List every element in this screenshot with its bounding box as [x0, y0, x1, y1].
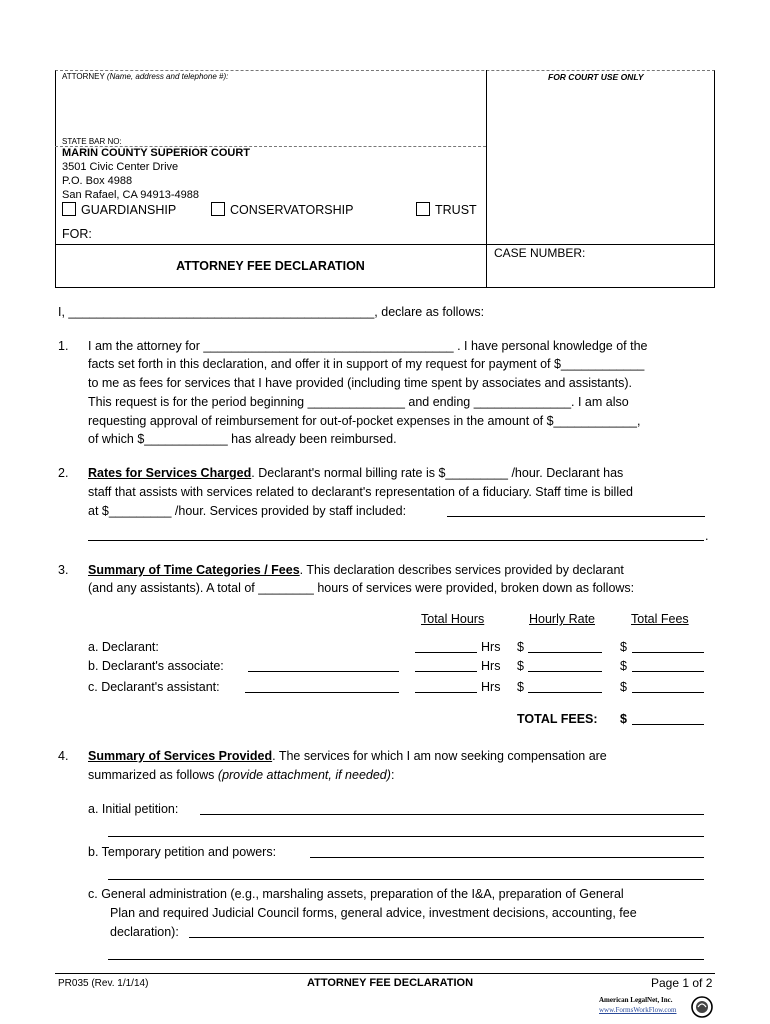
associate-hours-field[interactable] — [415, 671, 477, 672]
s3-number: 3. — [58, 563, 69, 577]
s4-line-2: summarized as follows (provide attachment, if needed): — [88, 768, 395, 782]
s1-line-4: This request is for the period beginning ______________ and ending ______________. I am also — [88, 395, 629, 409]
s3-line-2: (and any assistants). A total of ________ hours of services were provided, broken down as follows: — [88, 581, 635, 595]
conservatorship-option[interactable]: CONSERVATORSHIP — [211, 201, 353, 220]
court-address-2: P.O. Box 4988 — [62, 175, 133, 187]
court-address-1: 3501 Civic Center Drive — [62, 161, 179, 173]
dollar-sign: $ — [517, 659, 524, 673]
assistant-hours-field[interactable] — [415, 692, 477, 693]
declarant-rate-field[interactable] — [528, 652, 602, 653]
trust-option[interactable]: TRUST — [416, 201, 477, 220]
total-fees-field[interactable] — [632, 724, 704, 725]
s1-line-5: requesting approval of reimbursement for out-of-pocket expenses in the amount of $____________, — [88, 414, 641, 428]
logo-text: American LegalNet, Inc. — [599, 996, 673, 1004]
s2-line-3: at $_________ /hour. Services provided by staff included: — [88, 504, 407, 518]
dollar-sign: $ — [620, 680, 627, 694]
s1-line-3: to me as fees for services that I have provided (including time spent by associates and assistants). — [88, 376, 633, 390]
form-title: ATTORNEY FEE DECLARATION — [176, 259, 365, 273]
total-dollar-sign: $ — [620, 712, 627, 726]
for-label: FOR: — [62, 227, 92, 241]
s2-line-1: Rates for Services Charged. Declarant's normal billing rate is $_________ /hour. Declarant has — [88, 466, 624, 480]
dollar-sign: $ — [620, 659, 627, 673]
temporary-petition-field[interactable] — [310, 857, 704, 858]
american-legalnet-logo — [597, 995, 715, 1021]
assistant-rate-field[interactable] — [528, 692, 602, 693]
footer-title: ATTORNEY FEE DECLARATION — [307, 977, 474, 989]
logo-emblem-icon — [691, 995, 713, 1019]
declarant-fees-field[interactable] — [632, 652, 704, 653]
s4-line-1: Summary of Services Provided. The services for which I am now seeking compensation are — [88, 749, 607, 763]
col-total-fees: Total Fees — [631, 612, 689, 626]
s1-line-2: facts set forth in this declaration, and offer it in support of my request for payment of $____________ — [88, 357, 645, 371]
s2-line-2: staff that assists with services related to declarant's representation of a fiduciary. Staff time is billed — [88, 485, 634, 499]
intro-line: I, ____________________________________________, declare as follows: — [58, 305, 485, 319]
assistant-name-field[interactable] — [245, 692, 399, 693]
declarant-hours-field[interactable] — [415, 652, 477, 653]
initial-petition-field-2[interactable] — [108, 836, 704, 837]
guardianship-checkbox[interactable] — [62, 202, 76, 216]
court-use-label: FOR COURT USE ONLY — [548, 72, 644, 82]
associate-fees-field[interactable] — [632, 671, 704, 672]
s2-heading: Rates for Services Charged — [88, 466, 252, 480]
dollar-sign: $ — [620, 640, 627, 654]
trust-checkbox[interactable] — [416, 202, 430, 216]
logo-url[interactable]: www.FormsWorkFlow.com — [599, 1006, 677, 1014]
case-number-label: CASE NUMBER: — [494, 246, 586, 260]
s2-number: 2. — [58, 466, 69, 480]
associate-name-field[interactable] — [248, 671, 399, 672]
footer-rule — [55, 973, 715, 974]
s4-a-label: a. Initial petition: — [88, 802, 179, 816]
hrs-label: Hrs — [481, 659, 501, 673]
col-total-hours: Total Hours — [421, 612, 485, 626]
general-admin-field-2[interactable] — [108, 959, 704, 960]
s4-c-line-2: Plan and required Judicial Council forms, general advice, investment decisions, accounting, fee — [110, 906, 637, 920]
s3-heading: Summary of Time Categories / Fees — [88, 563, 300, 577]
state-bar-label: STATE BAR NO: — [62, 137, 122, 146]
conservatorship-checkbox[interactable] — [211, 202, 225, 216]
col-hourly-rate: Hourly Rate — [529, 612, 595, 626]
total-fees-label: TOTAL FEES: — [517, 712, 598, 726]
s2-period: . — [705, 529, 709, 543]
hrs-label: Hrs — [481, 680, 501, 694]
s4-c-line-3: declaration): — [110, 925, 179, 939]
row-associate-label: b. Declarant's associate: — [88, 659, 224, 673]
row-declarant-label: a. Declarant: — [88, 640, 159, 654]
caption-divider — [486, 70, 487, 288]
guardianship-option[interactable]: GUARDIANSHIP — [62, 201, 176, 220]
s2-staff-field-2[interactable] — [88, 540, 704, 541]
s1-number: 1. — [58, 339, 69, 353]
associate-rate-field[interactable] — [528, 671, 602, 672]
dollar-sign: $ — [517, 680, 524, 694]
s4-c-line-1: c. General administration (e.g., marshaling assets, preparation of the I&A, preparation of General — [88, 887, 624, 901]
s2-staff-field[interactable] — [447, 516, 705, 517]
caption-box — [55, 70, 715, 288]
assistant-fees-field[interactable] — [632, 692, 704, 693]
general-admin-field[interactable] — [189, 937, 704, 938]
s4-b-label: b. Temporary petition and powers: — [88, 845, 277, 859]
row-assistant-label: c. Declarant's assistant: — [88, 680, 220, 694]
s3-line-1: Summary of Time Categories / Fees. This declaration describes services provided by declarant — [88, 563, 624, 577]
initial-petition-field[interactable] — [200, 814, 704, 815]
s1-line-1: I am the attorney for ____________________________________ . I have personal knowledge of the — [88, 339, 648, 353]
court-name: MARIN COUNTY SUPERIOR COURT — [62, 147, 251, 159]
court-address-3: San Rafael, CA 94913-4988 — [62, 189, 199, 201]
temporary-petition-field-2[interactable] — [108, 879, 704, 880]
hrs-label: Hrs — [481, 640, 501, 654]
dollar-sign: $ — [517, 640, 524, 654]
title-divider — [55, 244, 715, 245]
attorney-label: ATTORNEY (Name, address and telephone #): — [62, 72, 229, 81]
page-number: Page 1 of 2 — [651, 976, 713, 990]
s4-number: 4. — [58, 749, 69, 763]
s1-line-6: of which $____________ has already been reimbursed. — [88, 432, 397, 446]
form-id: PR035 (Rev. 1/1/14) — [58, 978, 149, 989]
s4-heading: Summary of Services Provided — [88, 749, 273, 763]
